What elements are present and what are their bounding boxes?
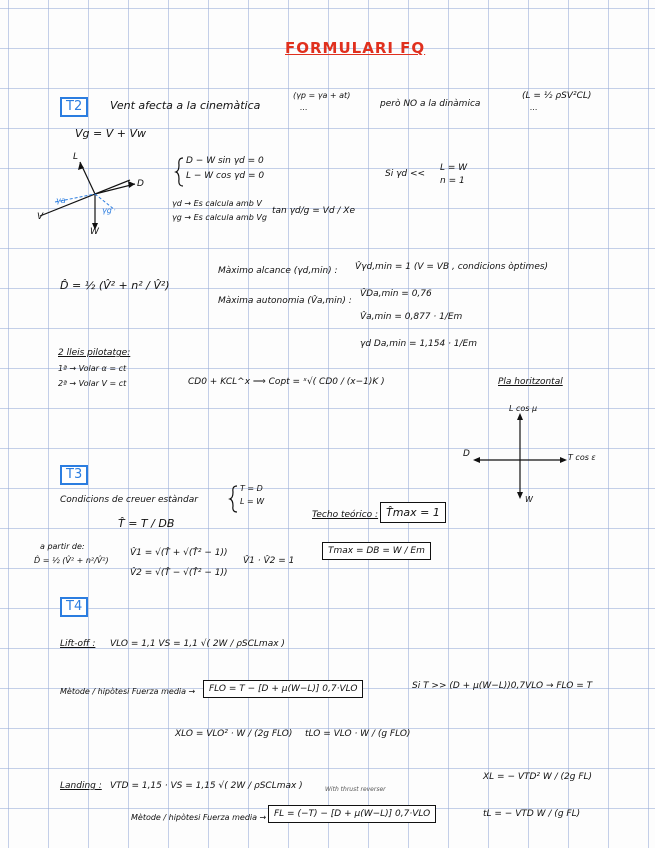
gamma-g-note: γg → Es calcula amb Vg [172, 213, 267, 222]
dynamics-text: però NO a la dinàmica [380, 99, 481, 109]
horizontal-plane-title: Pla horitzontal [498, 377, 563, 387]
lcos-mu-label: L cos μ [509, 404, 538, 413]
va-min-value: V̂a,min = 0,877 · 1/Em [360, 312, 463, 322]
mean-force-method-label: Mètode / hipòtesi Fuerza media → [60, 687, 196, 696]
v1-v2-product: V̂1 · V̂2 = 1 [243, 556, 295, 566]
horizontal-plane-diagram [465, 405, 585, 505]
from-equation: D̂ = ½ (V̂² + n²/V̂²) [34, 556, 109, 565]
thrust-reverser-note: With thrust reverser [325, 786, 386, 793]
diagram-label-gamma-a: γa [56, 196, 66, 205]
theoretical-ceiling-label: Techo teórico : [312, 510, 379, 520]
landing-distance-equation: XL = − VTD² W / (2g FL) [483, 772, 593, 782]
liftoff-equation: VLO = 1,1 VS = 1,1 √( 2W / ρSCLmax ) [110, 639, 285, 649]
diagram-label-V: V [37, 212, 44, 222]
diagram-label-D: D [137, 179, 144, 189]
cruise-brace [230, 485, 238, 513]
small-gamma-condition: Si γd << [385, 169, 426, 179]
piloting-law-2: 2ª → Volar V = ct [58, 379, 127, 388]
diagram-label-W: W [90, 227, 99, 237]
kinematics-ellipsis: ... [300, 103, 308, 112]
mean-force-method-landing-label: Mètode / hipòtesi Fuerza media → [131, 813, 267, 822]
cruise-lift-weight: L = W [240, 497, 265, 506]
tan-gamma-equation: tan γd/g = Vd / Xe [272, 206, 355, 216]
t-hat-equation: T̂ = T / DB [118, 517, 175, 530]
touchdown-speed-equation: VTD = 1,15 · VS = 1,15 √( 2W / ρSCLmax ) [110, 781, 303, 791]
dynamics-ellipsis: ... [530, 103, 538, 112]
landing-force-box: FL = (−T) − [D + μ(W−L)] 0,7·VLO [268, 805, 436, 823]
up-arrowhead [517, 413, 523, 420]
theoretical-ceiling-box: T̂max = 1 [380, 502, 446, 523]
wind-kinematics-text: Vent afecta a la cinemàtica [110, 99, 261, 112]
cruise-thrust-drag: T = D [240, 484, 263, 493]
section-t3-label: T3 [60, 465, 88, 485]
from-label: a partir de: [40, 542, 85, 551]
section-t2-label: T2 [60, 97, 88, 117]
v2-equation: V̂2 = √(T̂ − √(T̂² − 1)) [130, 568, 228, 578]
landing-label: Landing : [60, 781, 102, 791]
equilibrium-eq-1: D − W sin γd = 0 [186, 156, 264, 166]
max-range-label: Màximo alcance (γd,min) : [218, 266, 338, 276]
diagram-label-gamma-g: γg [102, 206, 112, 215]
drag-arrowhead [128, 181, 135, 188]
dynamics-formula: (L = ½ ρSV²CL) [522, 91, 592, 101]
tmax-box: Tmax = DB = W / Em [322, 542, 431, 560]
cruise-conditions-text: Condicions de creuer estàndar [60, 495, 198, 505]
d-hat-equation: D̂ = ½ (V̂² + n² / V̂²) [60, 279, 170, 292]
diagram-label-L: L [73, 152, 79, 162]
wind-vector-equation: Vg = V + Vw [75, 127, 146, 140]
equation-brace [176, 157, 184, 187]
horizontal-d-label: D [463, 449, 470, 459]
vda-min-value: V̂Da,min = 0,76 [360, 289, 432, 299]
left-arrowhead [473, 457, 480, 463]
liftoff-force-box: FLO = T − [D + μ(W−L)] 0,7·VLO [203, 680, 363, 698]
liftoff-label: Lift-off : [60, 639, 96, 649]
page-title: FORMULARI FQ [285, 39, 426, 57]
equilibrium-eq-2: L − W cos γd = 0 [186, 171, 265, 181]
down-arrowhead [517, 492, 523, 499]
gamma-d-note: γd → Es calcula amb V [172, 199, 262, 208]
kinematics-formula: (γp = γa + at) [293, 91, 351, 100]
piloting-laws-title: 2 lleis pilotatge: [58, 348, 131, 358]
landing-time-equation: tL = − VTD W / (g FL) [483, 809, 581, 819]
lift-equals-weight: L = W [440, 163, 468, 173]
liftoff-distance-equation: XLO = VLO² · W / (2g FLO) [175, 729, 293, 739]
v1-equation: V̂1 = √(T̂ + √(T̂² − 1)) [130, 548, 228, 558]
section-t4-label: T4 [60, 597, 88, 617]
right-arrowhead [560, 457, 567, 463]
gamma-d-min-value: γd Da,min = 1,154 · 1/Em [360, 339, 477, 349]
horizontal-w-label: W [525, 495, 533, 504]
max-range-value: V̂γd,min = 1 (V = VB , condicions òptimes) [355, 262, 549, 272]
optimal-cl-equation: CD0 + KCL^x ⟹ Copt = ˣ√( CD0 / (x−1)K ) [188, 377, 385, 387]
velocity-line [40, 180, 130, 216]
tcos-label: T cos ε [568, 453, 596, 462]
piloting-law-1: 1ª → Volar α = ct [58, 364, 127, 373]
max-endurance-label: Màxima autonomia (V̂a,min) : [218, 296, 352, 306]
load-factor-one: n = 1 [440, 176, 465, 186]
thrust-dominant-condition: Si T >> (D + μ(W−L))0,7VLO → FLO = T [412, 681, 593, 691]
liftoff-time-equation: tLO = VLO · W / (g FLO) [305, 729, 411, 739]
